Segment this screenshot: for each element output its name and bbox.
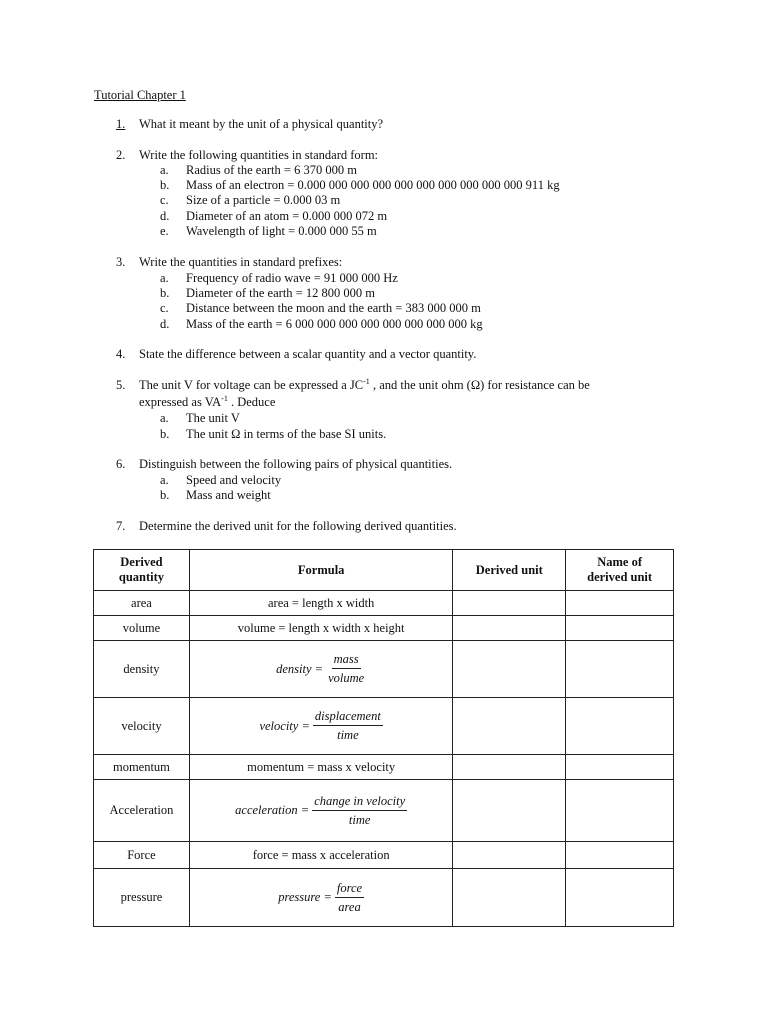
formula-cell: force = mass x acceleration xyxy=(189,842,453,869)
list-item: b. Mass of an electron = 0.000 000 000 000 000 000 000 000 000 000 911 kg xyxy=(160,178,560,192)
formula-cell: momentum = mass x velocity xyxy=(189,755,453,780)
unit-name-cell[interactable] xyxy=(566,755,674,780)
list-item: a. Speed and velocity xyxy=(160,473,282,487)
question-5 xyxy=(116,378,590,393)
derived-unit-cell[interactable] xyxy=(453,842,566,869)
list-item: b. The unit Ω in terms of the base SI units. xyxy=(160,427,387,441)
derived-unit-cell[interactable] xyxy=(453,616,566,641)
page-title: Tutorial Chapter 1 xyxy=(94,88,186,102)
question-text: Determine the derived unit for the following derived quantities. xyxy=(139,519,457,533)
quantity-cell: Acceleration xyxy=(94,780,190,842)
question-7 xyxy=(116,519,457,534)
unit-name-cell[interactable] xyxy=(566,616,674,641)
table-header-row xyxy=(94,550,674,591)
header-formula: Formula xyxy=(189,550,453,591)
list-item: b. Mass and weight xyxy=(160,488,271,502)
table-row xyxy=(94,780,674,842)
header-derived-quantity: Derived quantity xyxy=(94,550,190,591)
question-1 xyxy=(116,117,383,132)
list-item: d. Diameter of an atom = 0.000 000 072 m xyxy=(160,209,388,223)
header-derived-unit: Derived unit xyxy=(453,550,566,591)
quantity-cell: momentum xyxy=(94,755,190,780)
question-number: 6. xyxy=(116,457,126,471)
question-text: Write the quantities in standard prefixes: xyxy=(139,255,343,269)
derived-unit-cell[interactable] xyxy=(453,780,566,842)
formula-cell xyxy=(189,780,453,842)
fraction-formula: density = mass volume xyxy=(276,652,365,685)
fraction-formula: pressure = force area xyxy=(278,880,363,914)
table-row xyxy=(94,869,674,927)
formula-cell: volume = length x width x height xyxy=(189,616,453,641)
unit-name-cell[interactable] xyxy=(566,842,674,869)
question-text: Distinguish between the following pairs of physical quantities. xyxy=(139,457,453,471)
list-item: e. Wavelength of light = 0.000 000 55 m xyxy=(160,224,377,238)
quantity-cell: velocity xyxy=(94,698,190,755)
table-row xyxy=(94,641,674,698)
list-item: a. Frequency of radio wave = 91 000 000 Hz xyxy=(160,271,398,285)
unit-name-cell[interactable] xyxy=(566,591,674,616)
table-row xyxy=(94,616,674,641)
question-text: What it meant by the unit of a physical quantity? xyxy=(139,117,384,131)
quantity-cell: Force xyxy=(94,842,190,869)
derived-unit-cell[interactable] xyxy=(453,869,566,927)
question-2 xyxy=(116,148,378,163)
table-row xyxy=(94,842,674,869)
fraction-formula: acceleration = change in velocity time xyxy=(235,793,406,827)
question-text: Write the following quantities in standard form: xyxy=(139,148,379,162)
unit-name-cell[interactable] xyxy=(566,641,674,698)
question-number: 5. xyxy=(116,378,126,392)
formula-cell: area = length x width xyxy=(189,591,453,616)
quantity-cell: volume xyxy=(94,616,190,641)
list-item: c. Distance between the moon and the earth = 383 000 000 m xyxy=(160,301,481,315)
quantity-cell: area xyxy=(94,591,190,616)
question-number: 7. xyxy=(116,519,126,533)
table-row xyxy=(94,755,674,780)
list-item: a. Radius of the earth = 6 370 000 m xyxy=(160,163,357,177)
unit-name-cell[interactable] xyxy=(566,780,674,842)
list-item: b. Diameter of the earth = 12 800 000 m xyxy=(160,286,375,300)
derived-unit-cell[interactable] xyxy=(453,641,566,698)
derived-unit-cell[interactable] xyxy=(453,755,566,780)
question-text: The unit V for voltage can be expressed a $JC^{-1}$ , and the unit ohm (Ω) for resistance can be xyxy=(139,377,590,392)
derived-unit-cell[interactable] xyxy=(453,591,566,616)
question-number: 3. xyxy=(116,255,126,269)
table-row xyxy=(94,698,674,755)
fraction-formula: velocity = displacement time xyxy=(259,709,381,742)
question-4 xyxy=(116,347,476,362)
formula-cell xyxy=(189,869,453,927)
table-row xyxy=(94,591,674,616)
question-6 xyxy=(116,457,452,472)
question-number: 2. xyxy=(116,148,126,162)
formula-cell xyxy=(189,641,453,698)
derived-unit-cell[interactable] xyxy=(453,698,566,755)
question-text: State the difference between a scalar quantity and a vector quantity. xyxy=(139,347,477,361)
question-5-continued: expressed as $VA^{-1}$ . Deduce xyxy=(139,394,276,409)
formula-cell xyxy=(189,698,453,755)
question-number: 4. xyxy=(116,347,126,361)
question-3 xyxy=(116,255,342,270)
list-item: a. The unit V xyxy=(160,411,240,425)
unit-name-cell[interactable] xyxy=(566,698,674,755)
header-name-of-derived-unit: Name of derived unit xyxy=(566,550,674,591)
derived-units-table xyxy=(93,549,674,927)
quantity-cell: pressure xyxy=(94,869,190,927)
list-item: c. Size of a particle = 0.000 03 m xyxy=(160,193,341,207)
list-item: d. Mass of the earth = 6 000 000 000 000 000 000 000 000 kg xyxy=(160,317,483,331)
quantity-cell: density xyxy=(94,641,190,698)
question-number: 1. xyxy=(116,117,126,131)
unit-name-cell[interactable] xyxy=(566,869,674,927)
